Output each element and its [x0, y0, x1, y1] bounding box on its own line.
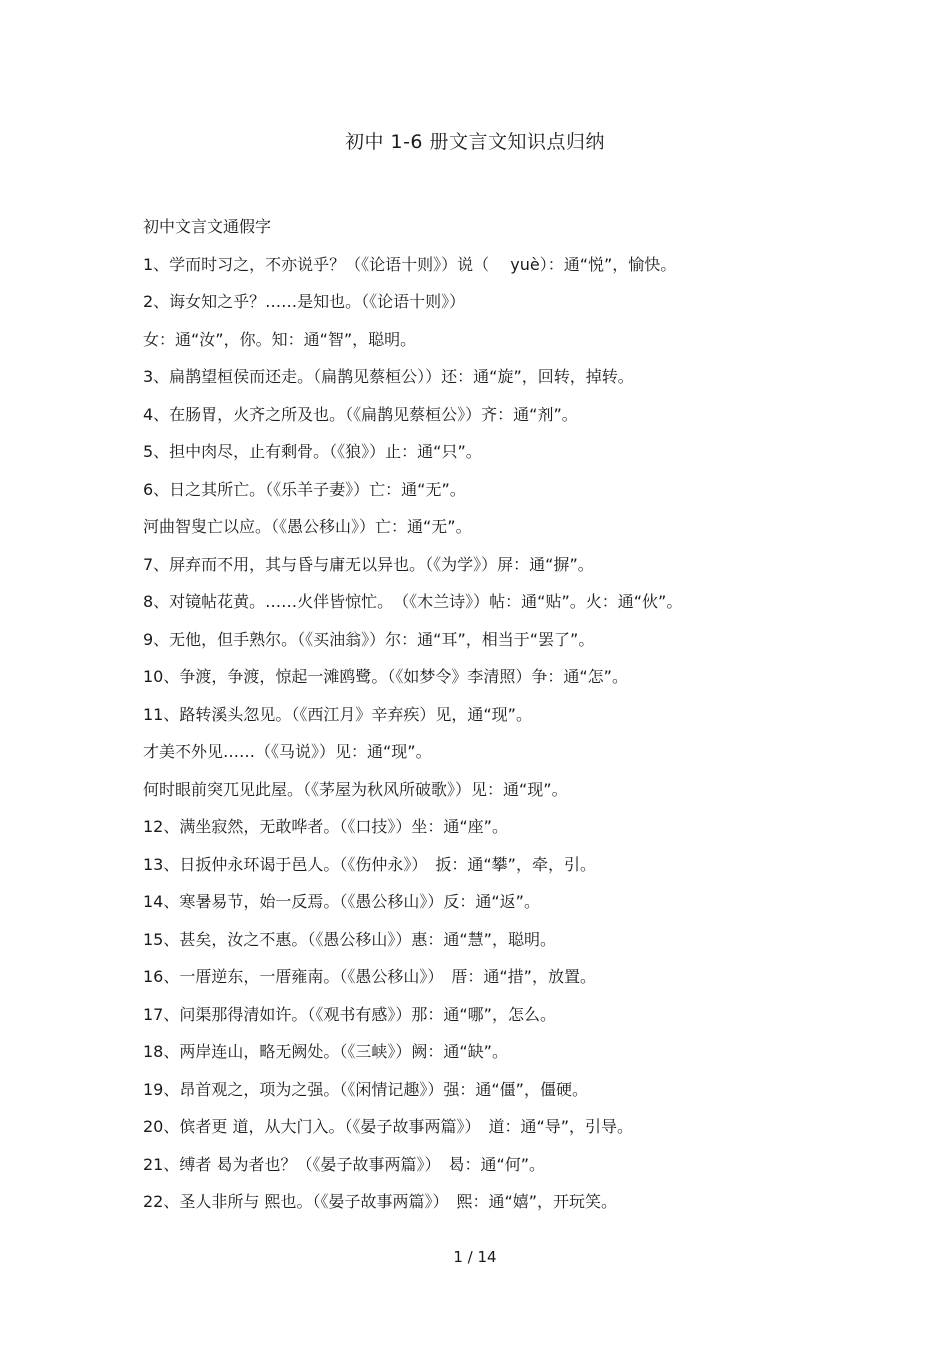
- text-line: 1、学而时习之，不亦说乎？（《论语十则》）说（ yuè）：通“悦”，愉快。: [143, 254, 677, 274]
- text-line: 20、傧者更 道，从大门入。（《晏子故事两篇》） 道：通“导”，引导。: [143, 1117, 634, 1136]
- text-line: 22、圣人非所与 熙也。（《晏子故事两篇》） 熙：通“嬉”，开玩笑。: [143, 1192, 618, 1211]
- text-line: 19、昂首观之，项为之强。（《闲情记趣》）强：通“僵”，僵硬。: [143, 1079, 588, 1099]
- text-line: 12、满坐寂然，无敢哗者。（《口技》）坐：通“座”。: [143, 817, 508, 836]
- text-line: 14、寒暑易节，始一反焉。（《愚公移山》）反：通“返”。: [143, 892, 540, 911]
- text-line: 2、诲女知之乎？……是知也。（《论语十则》）: [143, 292, 466, 311]
- text-line: 5、担中肉尽，止有剩骨。（《狼》）止：通“只”。: [143, 442, 482, 461]
- text-line: 15、甚矣，汝之不惠。（《愚公移山》）惠：通“慧”，聪明。: [143, 929, 556, 949]
- text-line: 18、两岸连山，略无阙处。（《三峡》）阙：通“缺”。: [143, 1042, 508, 1061]
- page-number: 1 / 14: [453, 1248, 497, 1266]
- document-body: [143, 208, 843, 1221]
- text-line: 11、路转溪头忽见。（《西江月》辛弃疾）见，通“现”。: [143, 704, 532, 724]
- document-title: 初中 1-6 册文言文知识点归纳: [344, 131, 606, 153]
- text-line: 河曲智叟亡以应。（《愚公移山》）亡：通“无”。: [143, 517, 472, 536]
- text-line: 女：通“汝”，你。知：通“智”，聪明。: [143, 329, 417, 349]
- section-heading: 初中文言文通假字: [143, 217, 272, 236]
- text-line: 10、争渡，争渡，惊起一滩鸥鹭。（《如梦令》李清照）争：通“怎”。: [143, 667, 628, 686]
- text-line: 才美不外见……（《马说》）见：通“现”。: [143, 742, 432, 761]
- text-line: 8、对镜帖花黄。……火伴皆惊忙。 （《木兰诗》）帖：通“贴”。火：通“伙”。: [143, 592, 683, 611]
- text-line: 6、日之其所亡。（《乐羊子妻》）亡：通“无”。: [143, 479, 466, 499]
- text-line: 9、无他，但手熟尔。（《买油翁》）尔：通“耳”，相当于“罢了”。: [143, 629, 595, 649]
- text-line: 13、日扳仲永环谒于邑人。（《伤仲永》） 扳：通“攀”，牵，引。: [143, 854, 596, 874]
- text-line: 16、一厝逆东，一厝雍南。（《愚公移山》） 厝：通“措”，放置。: [143, 967, 596, 986]
- text-line: 4、在肠胃，火齐之所及也。（《扁鹊见蔡桓公》）齐：通“剂”。: [143, 404, 578, 424]
- text-line: 21、缚者 曷为者也？（《晏子故事两篇》） 曷：通“何”。: [143, 1154, 546, 1174]
- text-line: 17、问渠那得清如许。（《观书有感》）那：通“哪”，怎么。: [143, 1004, 556, 1024]
- text-line: 3、扁鹊望桓侯而还走。（扁鹊见蔡桓公））还：通“旋”，回转，掉转。: [143, 367, 634, 386]
- text-line: 何时眼前突兀见此屋。（《茅屋为秋风所破歌》）见：通“现”。: [143, 779, 568, 799]
- text-line: 7、屏弃而不用，其与昏与庸无以异也。（《为学》）屏：通“摒”。: [143, 554, 594, 574]
